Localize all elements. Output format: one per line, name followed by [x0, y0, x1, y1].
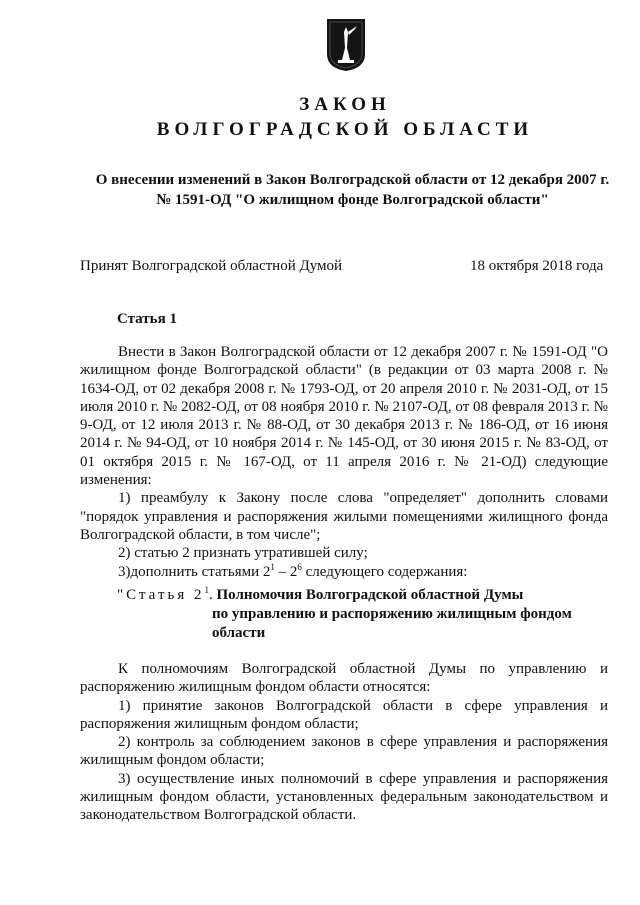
- article-2-1-paragraph: 1) принятие законов Волгоградской области в сфере управления и распоряжения жилищным фондом области;: [80, 697, 608, 732]
- article-2-1-title: Полномочия Волгоградской областной Думы: [216, 587, 524, 603]
- article-2-1-title-cont: области: [212, 625, 266, 641]
- item-3-text: 3)дополнить статьями 2: [118, 563, 271, 580]
- article-2-1-dot: .: [208, 587, 213, 603]
- article-1-intro: Внести в Закон Волгоградской области от 12 декабря 2007 г. № 1591-ОД "О жилищном фонде Волгоградской области" (в редакции от 03 марта 2008 г. № 1634-ОД, от 02 декабря 2008 г. № 1793-ОД, от 20 апреля 2010 г. № 2031-ОД, от 15 июля 2010 г. № 2082-ОД, от 08 ноября 2010 г. № 2107-ОД, от 08 февраля 2013 г. № 9-ОД, от 12 июля 2013 г. № 88-ОД, от 30 декабря 2013 г. № 186-ОД, от 16 июня 2014 г. № 94-ОД, от 10 ноября 2014 г. № 145-ОД, от 30 июня 2015 г. № 83-ОД, от 01 октября 2015 г. № 167-ОД, от 11 апреля 2016 г. № 21-ОД) следующие изменения:: [80, 344, 608, 489]
- article-2-1-text: [80, 660, 608, 825]
- article-2-1-paragraph: 2) контроль за соблюдением законов в сфере управления и распоряжения жилищным фондом области;: [80, 734, 608, 769]
- subtitle-line: О внесении изменений в Закон Волгоградской области от 12 декабря 2007 г.: [95, 172, 610, 188]
- article-1-text: [80, 343, 608, 581]
- article-1-item-2: 2) статью 2 признать утратившей силу;: [118, 545, 368, 562]
- law-region-title: ВОЛГОГРАДСКОЙ ОБЛАСТИ: [156, 119, 534, 140]
- adoption-body: Принят Волгоградской областной Думой: [80, 258, 343, 274]
- item-3-text: следующего содержания:: [301, 563, 468, 580]
- law-subtitle: [60, 170, 640, 210]
- article-1-item-1: 1) преамбулу к Закону после слова "определяет" дополнить словами "порядок управления и распоряжения жилыми помещениями жилищного фонда Волгоградской области, в том числе";: [80, 490, 608, 543]
- item-3-text: – 2: [274, 563, 298, 580]
- article-2-1-paragraph: К полномочиям Волгоградской областной Думы по управлению и распоряжению жилищным фондом области относятся:: [80, 661, 608, 696]
- article-2-1-label: "Статья 2: [117, 587, 205, 603]
- subtitle-line: № 1591-ОД "О жилищном фонде Волгоградской области": [156, 192, 549, 208]
- article-1-heading: Статья 1: [117, 311, 177, 327]
- superscript: 1: [204, 585, 209, 595]
- law-title: ЗАКОН: [299, 94, 391, 115]
- superscript: 1: [270, 561, 275, 572]
- superscript: 6: [297, 561, 302, 572]
- article-2-1-paragraph: 3) осуществление иных полномочий в сфере управления и распоряжения жилищным фондом области, установленных федеральным законодательством и законодательством Волгоградской области.: [80, 770, 608, 824]
- article-2-1-title-cont: по управлению и распоряжению жилищным фондом: [212, 606, 572, 622]
- article-2-1-heading: [117, 586, 523, 605]
- adoption-date: 18 октября 2018 года: [470, 258, 604, 274]
- article-1-item-3: [80, 563, 608, 581]
- volgograd-coat-of-arms-icon: [326, 18, 366, 72]
